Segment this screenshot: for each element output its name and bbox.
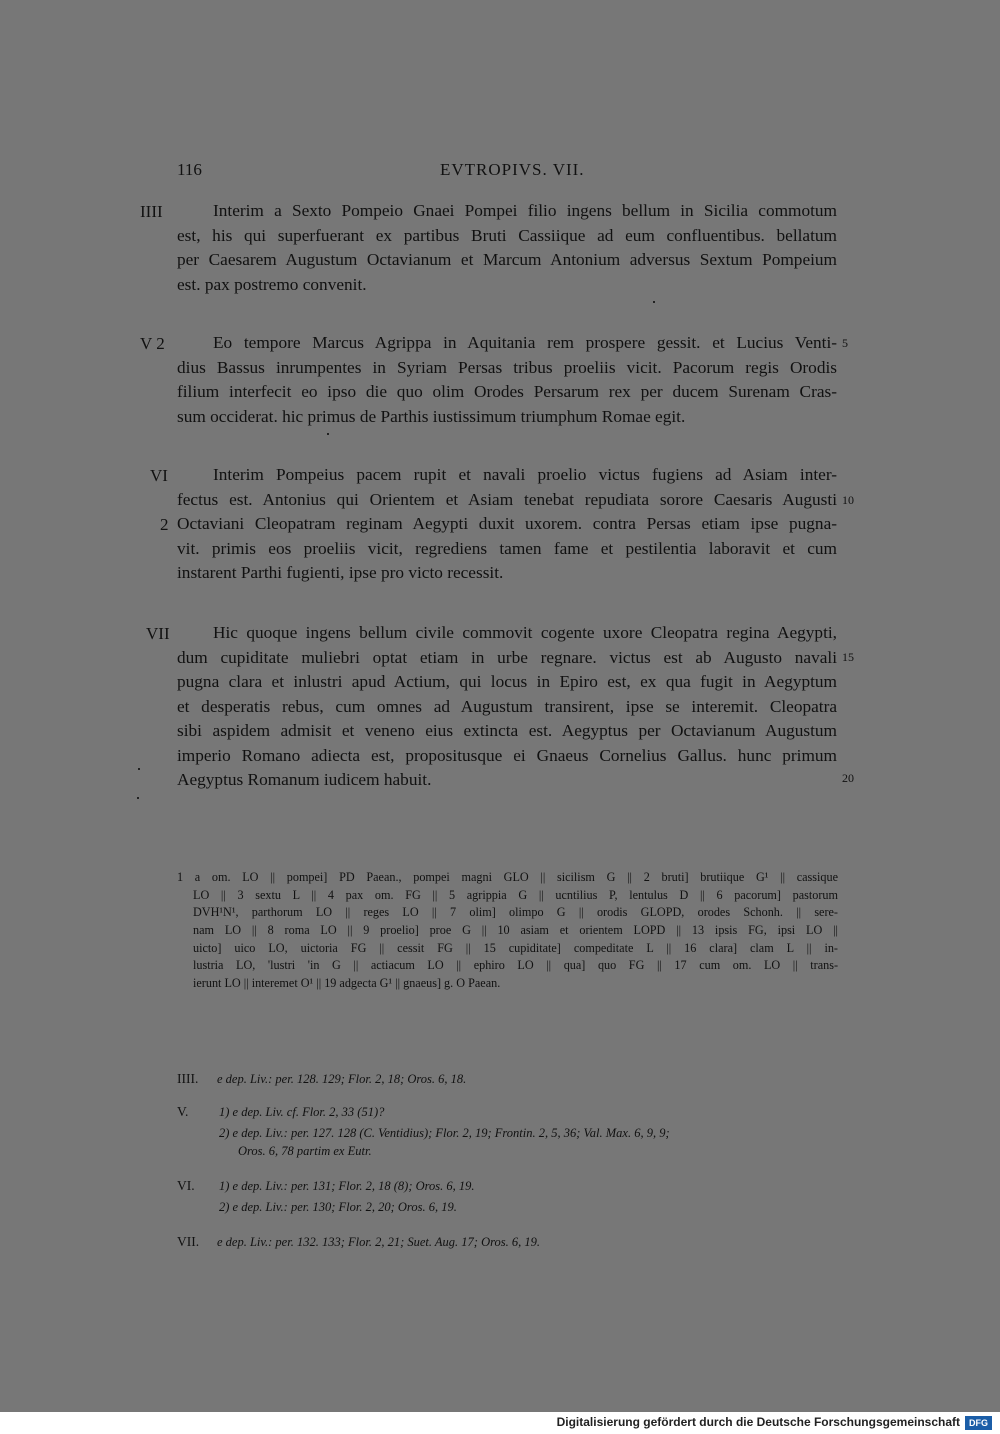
text-line: per Caesarem Augustum Octavianum et Marcum Antonium adversus Sextum Pompeium bbox=[177, 250, 837, 269]
chapter-number: VI bbox=[150, 466, 168, 485]
footer-credit-text: Digitalisierung gefördert durch die Deutsche Forschungsgemeinschaft bbox=[556, 1415, 960, 1429]
source-entry: e dep. Liv.: per. 128. 129; Flor. 2, 18; Oros. 6, 18. bbox=[217, 1072, 467, 1086]
scan-speck bbox=[137, 797, 139, 799]
text-line: vit. primis eos proeliis vicit, regrediens tamen fame et pestilentia laboravit et cum bbox=[177, 538, 837, 558]
scan-speck bbox=[327, 433, 329, 435]
apparatus-line: ierunt LO || interemet O¹ || 19 adgecta G¹ || gnaeus] g. O Paean. bbox=[193, 976, 501, 991]
chapter-subnumber: 2 bbox=[160, 515, 169, 534]
apparatus-line: DVH¹N¹, parthorum LO || reges LO || 7 olim] olimpo G || orodis GLOPD, orodes Schonh. || sere- bbox=[193, 905, 838, 920]
text-line: est. pax postremo convenit. bbox=[177, 274, 367, 294]
dfg-logo-icon: DFG bbox=[965, 1416, 992, 1430]
apparatus-line: uicto] uico LO, uictoria FG || cessit FG || 15 cupiditate] compeditate L || 16 clara] clam L || in- bbox=[193, 940, 838, 955]
source-entry: 2) e dep. Liv.: per. 130; Flor. 2, 20; Oros. 6, 19. bbox=[219, 1200, 457, 1214]
text-line: Interim Pompeius pacem rupit et navali proelio victus fugiens ad Asiam inter- bbox=[213, 465, 837, 484]
apparatus-line: LO || 3 sextu L || 4 pax om. FG || 5 agrippia G || ucntilius P, lentulus D || 6 pacorum] pastorum bbox=[193, 887, 838, 902]
text-line: Aegyptus Romanum iudicem habuit. bbox=[177, 770, 432, 789]
footer-credit-bar bbox=[0, 1412, 1000, 1434]
text-line: sibi aspidem admisit et veneno eius extincta est. Aegyptus per Octavianum Augustum bbox=[177, 721, 837, 740]
apparatus-line: 1 a om. LO || pompei] PD Paean., pompei magni GLO || sicilism G || 2 bruti] brutiique G¹ || cassique bbox=[177, 870, 838, 884]
source-entry: 1) e dep. Liv. cf. Flor. 2, 33 (51)? bbox=[219, 1105, 385, 1119]
source-entry: 1) e dep. Liv.: per. 131; Flor. 2, 18 (8); Oros. 6, 19. bbox=[219, 1179, 475, 1193]
chapter-number: IIII bbox=[140, 202, 163, 221]
source-label: VII. bbox=[177, 1234, 200, 1249]
apparatus-line: lustria LO, 'lustri 'in G || actiacum LO || ephiro LO || qua] quo FG || 17 cum om. LO || trans- bbox=[193, 958, 838, 973]
text-line: sum occiderat. hic primus de Parthis iustissimum triumphum Romae egit. bbox=[177, 406, 686, 426]
apparatus-line: nam LO || 8 roma LO || 9 proelio] proe G || 10 asiam et orientem LOPD || 13 ipsis FG, ipsi LO || bbox=[193, 923, 838, 938]
text-line: et desperatis rebus, cum omnes ad Augustum transirent, ipse se interemit. Cleopatra bbox=[177, 696, 837, 716]
text-line: dius Bassus inrumpentes in Syriam Persas tribus proeliis vicit. Pacorum regis Orodis bbox=[177, 357, 837, 377]
chapter-number: VII bbox=[146, 624, 170, 643]
chapter-text bbox=[177, 621, 837, 793]
chapter-text bbox=[177, 463, 837, 586]
text-line: imperio Romano adiecta est, propositusque ei Gnaeus Cornelius Gallus. hunc primum bbox=[177, 745, 837, 765]
chapter-text bbox=[177, 331, 837, 429]
line-number: 20 bbox=[842, 771, 854, 785]
text-line: Hic quoque ingens bellum civile commovit cogente uxore Cleopatra regina Aegypti, bbox=[213, 623, 837, 642]
source-entry: Oros. 6, 78 partim ex Eutr. bbox=[238, 1144, 372, 1158]
text-line: pugna clara et inlustri apud Actium, qui locus in Epiro est, ex qua fugit in Aegyptum bbox=[177, 672, 837, 691]
source-entry: e dep. Liv.: per. 132. 133; Flor. 2, 21; Suet. Aug. 17; Oros. 6, 19. bbox=[217, 1235, 541, 1249]
text-line: dum cupiditate muliebri optat etiam in urbe regnare. victus est ab Augusto navali bbox=[177, 647, 837, 667]
text-line: Interim a Sexto Pompeio Gnaei Pompei filio ingens bellum in Sicilia commotum bbox=[213, 201, 837, 220]
chapter-number: V 2 bbox=[140, 334, 165, 353]
source-entry: 2) e dep. Liv.: per. 127. 128 (C. Ventidius); Flor. 2, 19; Frontin. 2, 5, 36; Val. Max. 6, 9, 9; bbox=[219, 1126, 670, 1140]
running-title: EVTROPIVS. VII. bbox=[440, 160, 585, 179]
scan-speck bbox=[653, 301, 655, 303]
line-number: 10 bbox=[842, 493, 854, 507]
page-number: 116 bbox=[177, 160, 202, 179]
text-line: Eo tempore Marcus Agrippa in Aquitania rem prospere gessit. et Lucius Venti- bbox=[213, 333, 837, 352]
text-line: fectus est. Antonius qui Orientem et Asiam tenebat repudiata sorore Caesaris Augusti bbox=[177, 489, 837, 509]
scan-speck bbox=[138, 768, 140, 770]
source-label: V. bbox=[177, 1104, 189, 1119]
text-line: Octaviani Cleopatram reginam Aegypti duxit uxorem. contra Persas etiam ipse pugna- bbox=[177, 514, 837, 533]
chapter-text bbox=[177, 199, 837, 297]
line-number: 15 bbox=[842, 650, 854, 664]
source-label: IIII. bbox=[177, 1071, 199, 1086]
text-line: filium interfecit eo ipso die quo olim Orodes Persarum rex per ducem Surenam Cras- bbox=[177, 382, 837, 401]
line-number: 5 bbox=[842, 336, 848, 350]
text-line: instarent Parthi fugienti, ipse pro victo recessit. bbox=[177, 563, 504, 582]
source-label: VI. bbox=[177, 1178, 195, 1193]
text-line: est, his qui superfuerant ex partibus Bruti Cassiique ad eum confluentibus. bellatum bbox=[177, 225, 837, 245]
critical-apparatus bbox=[177, 869, 838, 993]
